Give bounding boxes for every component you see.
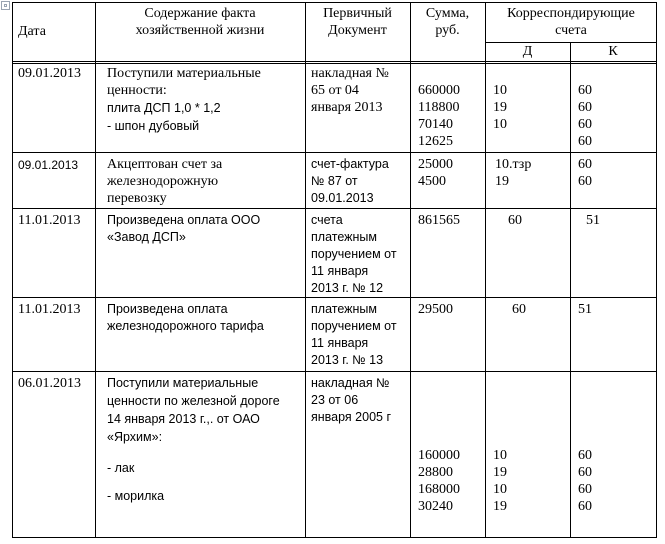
sum-value: 25000 (418, 157, 453, 172)
row-2-sums (418, 156, 453, 190)
row-4-document (311, 301, 397, 369)
document-line: января 2013 (311, 100, 383, 115)
row-divider (12, 297, 657, 298)
content-line: Произведена оплата (107, 302, 228, 316)
debit-account: 10 (493, 482, 507, 497)
row-2-date: 09.01.2013 (18, 158, 79, 172)
document-line: 11 января (311, 264, 369, 278)
header-content-line1: Содержание факта (144, 6, 256, 21)
row-3-document (311, 212, 397, 297)
credit-account: 60 (578, 83, 592, 98)
header-sum-line1: Сумма, (425, 6, 470, 21)
journal-table (12, 2, 657, 538)
debit-account: 19 (495, 174, 509, 189)
content-line: Акцептован счет за (107, 157, 223, 172)
document-line: 65 от 04 (311, 83, 359, 98)
debit-account: 19 (493, 100, 507, 115)
row-3-debit: 60 (508, 213, 522, 228)
credit-account: 60 (578, 134, 592, 149)
header-debit: Д (522, 44, 533, 59)
document-line: января 2005 г (311, 410, 392, 424)
header-content-line2: хозяйственной жизни (135, 23, 265, 38)
row-1-debit (493, 82, 507, 133)
sum-value: 160000 (418, 448, 460, 463)
row-2-debit (495, 156, 531, 190)
document-line: 23 от 06 (311, 393, 359, 407)
debit-account: 10 (493, 83, 507, 98)
column-divider (305, 2, 306, 538)
content-line: железнодорожную (107, 174, 219, 189)
header-sum-line2: руб. (435, 23, 460, 38)
table-border-right (656, 2, 657, 538)
credit-account: 60 (578, 157, 592, 172)
debit-account: 19 (493, 499, 507, 514)
document-line: счета (311, 213, 343, 227)
sum-value: 30240 (418, 499, 453, 514)
row-3-date: 11.01.2013 (18, 213, 81, 228)
row-5-content-line: «Ярхим»: (107, 430, 163, 444)
document-line: платежным (311, 230, 377, 244)
document-line: счет-фактура (311, 157, 389, 171)
debit-account: 10 (493, 117, 507, 132)
row-5-content-line: - лак (107, 461, 135, 475)
header-corr-line2: счета (555, 23, 587, 38)
document-line: поручением от (311, 247, 397, 261)
header-date: Дата (18, 24, 46, 39)
row-5-debit (493, 447, 507, 515)
row-divider (12, 152, 657, 153)
row-1-sums (418, 82, 460, 150)
credit-account: 60 (578, 100, 592, 115)
header-document-line1: Первичный (323, 6, 392, 21)
content-line: «Завод ДСП» (107, 230, 186, 244)
row-5-content-line: 14 января 2013 г.,. от ОАО (107, 412, 260, 426)
row-1-content (107, 65, 261, 135)
row-5-date: 06.01.2013 (18, 376, 81, 391)
credit-account: 60 (578, 465, 592, 480)
column-divider (485, 2, 486, 538)
sum-value: 12625 (418, 134, 453, 149)
content-line: - шпон дубовый (107, 119, 200, 133)
content-line: Произведена оплата ООО (107, 213, 261, 227)
document-line: № 87 от (311, 174, 358, 188)
sum-value: 28800 (418, 465, 453, 480)
row-divider (12, 208, 657, 209)
content-line: Поступили материальные (107, 66, 261, 81)
row-4-credit: 51 (578, 302, 592, 317)
row-3-sum: 861565 (418, 213, 460, 228)
row-4-content (107, 301, 264, 335)
row-4-date: 11.01.2013 (18, 302, 81, 317)
content-line: ценности: (107, 83, 167, 98)
document-line: 2013 г. № 13 (311, 353, 384, 367)
debit-account: 10 (493, 448, 507, 463)
sum-value: 118800 (418, 100, 460, 115)
table-border-left (12, 2, 13, 538)
row-5-content-line: ценности по железной дороге (107, 394, 280, 408)
row-2-content (107, 156, 222, 207)
row-5-credit (578, 447, 592, 515)
row-5-document (311, 375, 391, 426)
row-divider (12, 371, 657, 372)
row-4-sum: 29500 (418, 302, 453, 317)
row-5-content-line: - морилка (107, 489, 165, 503)
credit-account: 60 (578, 482, 592, 497)
credit-account: 60 (578, 499, 592, 514)
header-bottom-rule (12, 61, 657, 64)
column-divider (570, 42, 571, 538)
content-line: плита ДСП 1,0 * 1,2 (107, 101, 221, 115)
row-1-document (311, 65, 389, 116)
sum-value: 660000 (418, 83, 460, 98)
document-line: платежным (311, 302, 377, 316)
row-3-content (107, 212, 260, 246)
column-divider (95, 2, 96, 538)
document-line: поручением от (311, 319, 397, 333)
debit-account: 19 (493, 465, 507, 480)
sum-value: 168000 (418, 482, 460, 497)
document-line: 11 января (311, 336, 369, 350)
table-border-top (12, 2, 657, 3)
credit-account: 60 (578, 448, 592, 463)
header-document-line2: Документ (328, 23, 387, 38)
credit-account: 60 (578, 117, 592, 132)
sum-value: 4500 (418, 174, 446, 189)
content-line: перевозку (107, 191, 167, 206)
row-2-document (311, 156, 389, 207)
debit-account: 10.тзр (495, 157, 532, 172)
row-5-sums (418, 447, 460, 515)
content-line: железнодорожного тарифа (107, 319, 264, 333)
header-corr-line1: Корреспондирующие (507, 6, 635, 21)
row-3-credit: 51 (586, 213, 600, 228)
document-line: 09.01.2013 (311, 191, 374, 205)
document-line: 2013 г. № 12 (311, 281, 384, 295)
row-2-credit (578, 156, 592, 190)
table-move-handle-icon[interactable] (1, 1, 10, 10)
column-divider (410, 2, 411, 538)
credit-account: 60 (578, 174, 592, 189)
sum-value: 70140 (418, 117, 453, 132)
row-5-content-line: Поступили материальные (107, 376, 259, 390)
table-border-bottom (12, 537, 657, 538)
document-line: накладная № (311, 376, 390, 390)
document-line: накладная № (311, 66, 389, 81)
header-credit: К (608, 44, 618, 59)
row-1-date: 09.01.2013 (18, 66, 81, 81)
row-1-credit (578, 82, 592, 150)
row-4-debit: 60 (512, 302, 526, 317)
